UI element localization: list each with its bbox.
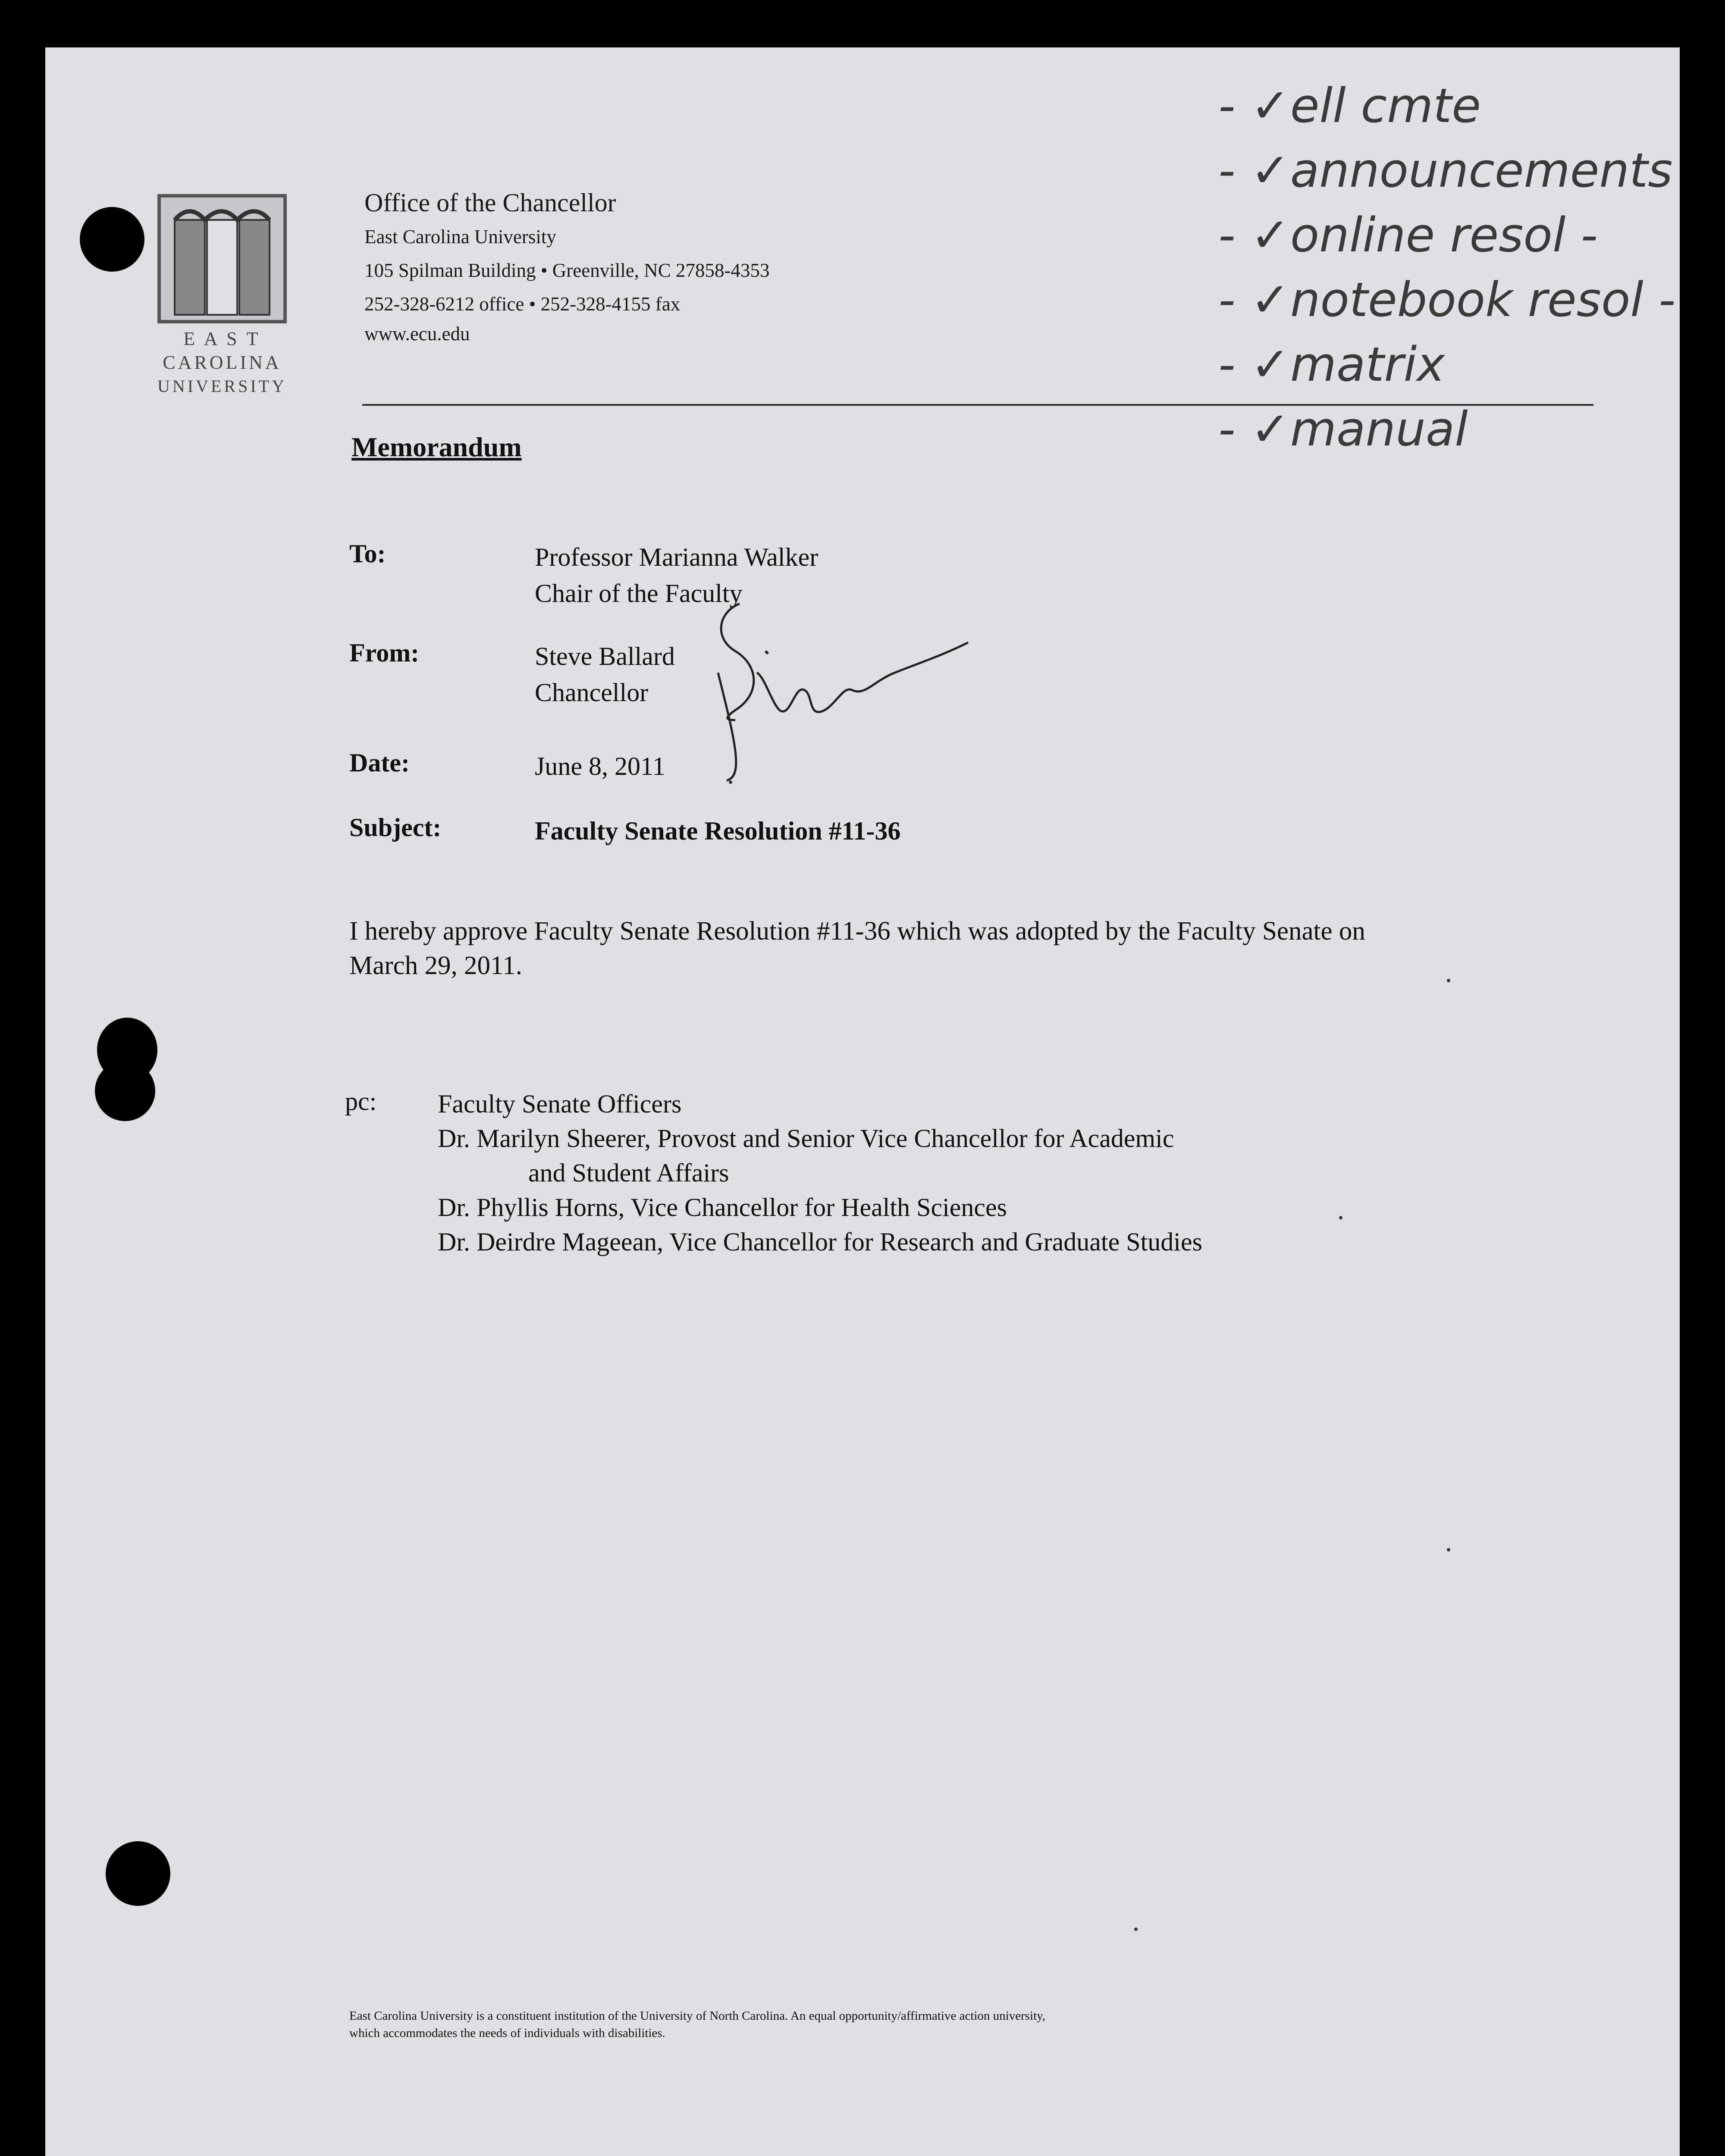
scan-speck: [1339, 1216, 1342, 1219]
memo-body: I hereby approve Faculty Senate Resolution #11-36 which was adopted by the Faculty Senate on March 29, 2011.: [349, 917, 1365, 980]
subject-value: Faculty Senate Resolution #11-36: [535, 817, 901, 845]
punch-hole-top: [80, 207, 144, 272]
university-logo: [157, 194, 287, 410]
letterhead-website: www.ecu.edu: [364, 323, 470, 345]
pc-recipient: Dr. Marilyn Sheerer, Provost and Senior Vice Chancellor for Academic: [438, 1124, 1174, 1153]
letterhead-institution: East Carolina University: [364, 226, 556, 248]
handwritten-note: - ✓matrix: [1218, 337, 1445, 392]
letterhead-address: 105 Spilman Building • Greenville, NC 27858-4353: [364, 260, 770, 281]
date-value: June 8, 2011: [535, 752, 665, 780]
from-label: From:: [349, 639, 420, 667]
scan-speck: [1447, 979, 1450, 982]
handwritten-note: - ✓manual: [1218, 401, 1468, 457]
memo-title: Memorandum: [351, 432, 522, 462]
letterhead-phone: 252-328-6212 office • 252-328-4155 fax: [364, 293, 681, 315]
scan-speck: [729, 780, 732, 784]
to-label: To:: [349, 539, 386, 568]
logo-caption-carolina: CAROLINA: [163, 352, 282, 373]
letterhead: [364, 185, 769, 347]
handwritten-note: - ✓online resol -: [1218, 207, 1598, 263]
subject-label: Subject:: [349, 813, 442, 842]
from-name: Steve Ballard: [535, 642, 675, 671]
pc-recipient: Dr. Deirdre Mageean, Vice Chancellor for Research and Graduate Studies: [438, 1228, 1202, 1256]
scan-speck: [1134, 1927, 1138, 1931]
pc-recipient: Faculty Senate Officers: [438, 1090, 682, 1118]
handwritten-note: - ✓announcements: [1218, 143, 1673, 198]
logo-caption-university: UNIVERSITY: [157, 376, 287, 396]
signature-icon: [709, 578, 977, 793]
pc-recipient: and Student Affairs: [528, 1159, 729, 1187]
punch-hole-bottom: [106, 1841, 170, 1906]
handwritten-note: - ✓ell cmte: [1218, 78, 1481, 133]
pc-recipient: Dr. Phyllis Horns, Vice Chancellor for Health Sciences: [438, 1193, 1007, 1222]
document-page: [45, 47, 1680, 2156]
logo-caption-east: E A S T: [183, 328, 261, 349]
pc-label: pc:: [345, 1087, 377, 1116]
footer-line: East Carolina University is a constituent institution of the University of North Carolina. An equal opportunity/affirmative action university,: [349, 2009, 1046, 2023]
date-label: Date:: [349, 749, 410, 777]
footer-disclaimer: [349, 2007, 1341, 2042]
footer-line: which accommodates the needs of individuals with disabilities.: [349, 2026, 665, 2040]
handwritten-notes: [1218, 73, 1675, 461]
letterhead-office: Office of the Chancellor: [364, 188, 616, 217]
to-title: Chair of the Faculty: [535, 579, 743, 608]
scan-speck: [1447, 1548, 1450, 1551]
handwritten-note: - ✓notebook resol -: [1218, 272, 1676, 327]
from-title: Chancellor: [535, 678, 649, 707]
to-name: Professor Marianna Walker: [535, 543, 819, 571]
from-value: [535, 638, 675, 711]
punch-hole-middle-lower: [95, 1061, 155, 1121]
pc-recipients: [438, 1087, 1202, 1259]
logo-mark-icon: [157, 194, 287, 323]
